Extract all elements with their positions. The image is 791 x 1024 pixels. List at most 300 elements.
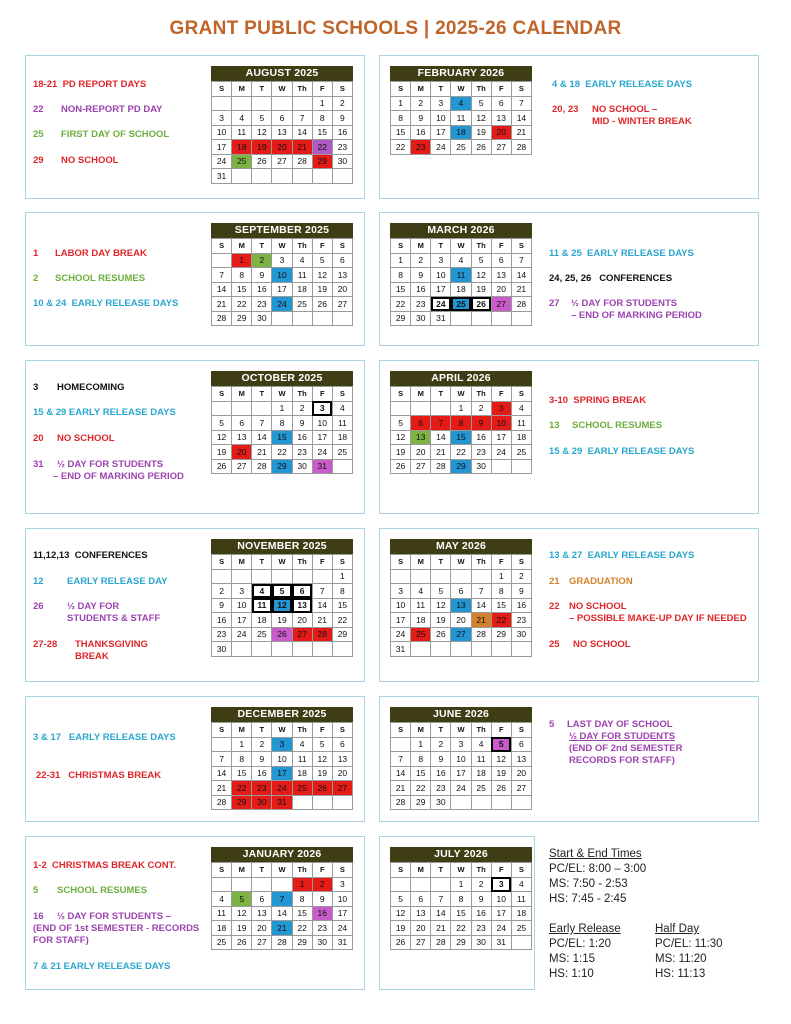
calendar-day: 7 (391, 752, 411, 767)
weekday-header: S (391, 82, 411, 97)
calendar-day: 13 (411, 430, 431, 445)
calendar-day: 1 (232, 737, 252, 752)
calendar-day: 14 (471, 598, 491, 613)
calendar-day: 19 (471, 125, 491, 140)
calendar-day: 12 (312, 752, 332, 767)
calendar-day: 7 (431, 416, 451, 431)
calendar-day: 15 (391, 125, 411, 140)
weekday-header: Th (292, 723, 312, 738)
calendar-day: 13 (491, 111, 511, 126)
event-sep-0: 1 LABOR DAY BREAK (33, 248, 147, 259)
weekday-header: W (451, 239, 471, 254)
calendar-day: 31 (391, 642, 411, 657)
calendar-day: 24 (232, 627, 252, 642)
calendar-day: 22 (292, 921, 312, 936)
calendar-empty-cell (411, 877, 431, 892)
calendar-day: 20 (411, 921, 431, 936)
calendar-day: 4 (511, 401, 531, 416)
calendar-day: 13 (292, 598, 312, 613)
weekday-header: S (391, 239, 411, 254)
calendar-september (211, 223, 353, 326)
calendar-day: 27 (252, 935, 272, 950)
calendar-empty-cell (332, 642, 352, 657)
calendar-day: 30 (471, 935, 491, 950)
calendar-empty-cell (391, 401, 411, 416)
event-mar-0: 11 & 25 EARLY RELEASE DAYS (549, 248, 694, 259)
calendar-empty-cell (312, 169, 332, 184)
calendar-day: 12 (252, 125, 272, 140)
calendar-day: 23 (511, 613, 531, 628)
early-release-times: Early Release PC/EL: 1:20 MS: 1:15 HS: 1:10 (549, 923, 621, 980)
calendar-day: 20 (332, 766, 352, 781)
weekday-header: M (232, 82, 252, 97)
calendar-day: 20 (451, 613, 471, 628)
calendar-month-title: AUGUST 2025 (211, 66, 353, 81)
calendar-day: 11 (471, 752, 491, 767)
weekday-header: S (511, 723, 531, 738)
calendar-empty-cell (332, 311, 352, 326)
weekday-header: S (212, 239, 232, 254)
calendar-empty-cell (411, 642, 431, 657)
calendar-day: 18 (292, 282, 312, 297)
calendar-day: 4 (252, 584, 272, 599)
calendar-empty-cell (511, 935, 531, 950)
weekday-header: W (272, 555, 292, 570)
calendar-day: 17 (332, 906, 352, 921)
calendar-empty-cell (491, 311, 511, 326)
weekday-header: W (272, 863, 292, 878)
calendar-day: 2 (471, 401, 491, 416)
calendar-day: 2 (411, 253, 431, 268)
calendar-month-title: APRIL 2026 (390, 371, 532, 386)
calendar-day: 2 (332, 96, 352, 111)
calendar-day: 7 (312, 584, 332, 599)
calendar-day: 12 (232, 906, 252, 921)
calendar-day: 17 (312, 430, 332, 445)
calendar-day: 30 (511, 627, 531, 642)
calendar-day: 14 (252, 430, 272, 445)
calendar-empty-cell (252, 169, 272, 184)
weekday-header: F (312, 723, 332, 738)
calendar-month-title: NOVEMBER 2025 (211, 539, 353, 554)
calendar-day: 26 (272, 627, 292, 642)
calendar-day: 9 (511, 584, 531, 599)
calendar-empty-cell (292, 311, 312, 326)
calendar-day: 18 (451, 282, 471, 297)
page-title: GRANT PUBLIC SCHOOLS | 2025-26 CALENDAR (169, 18, 622, 39)
calendar-day: 25 (471, 781, 491, 796)
calendar-month-title: MARCH 2026 (390, 223, 532, 238)
calendar-day: 14 (272, 906, 292, 921)
calendar-day: 17 (451, 766, 471, 781)
calendar-day: 28 (292, 154, 312, 169)
calendar-empty-cell (232, 642, 252, 657)
calendar-empty-cell (431, 401, 451, 416)
calendar-day: 29 (411, 795, 431, 810)
calendar-empty-cell (471, 642, 491, 657)
calendar-day: 27 (232, 459, 252, 474)
calendar-day: 5 (312, 737, 332, 752)
calendar-grid (211, 554, 353, 657)
calendar-day: 16 (252, 766, 272, 781)
calendar-july (390, 847, 532, 950)
calendar-empty-cell (332, 795, 352, 810)
calendar-day: 18 (511, 906, 531, 921)
calendar-day: 29 (451, 459, 471, 474)
calendar-day: 14 (212, 282, 232, 297)
calendar-day: 5 (212, 416, 232, 431)
calendar-day: 22 (232, 781, 252, 796)
calendar-day: 10 (332, 892, 352, 907)
calendar-day: 27 (491, 297, 511, 312)
calendar-day: 3 (232, 584, 252, 599)
weekday-header: M (411, 239, 431, 254)
calendar-empty-cell (312, 311, 332, 326)
calendar-december (211, 707, 353, 810)
calendar-month-title: JUNE 2026 (390, 707, 532, 722)
calendar-day: 19 (272, 613, 292, 628)
weekday-header: Th (471, 863, 491, 878)
calendar-day: 14 (431, 906, 451, 921)
calendar-empty-cell (252, 877, 272, 892)
calendar-day: 15 (272, 430, 292, 445)
calendar-empty-cell (431, 569, 451, 584)
calendar-day: 16 (292, 430, 312, 445)
event-apr-1: 13 SCHOOL RESUMES (549, 420, 663, 431)
calendar-day: 21 (511, 282, 531, 297)
calendar-empty-cell (332, 169, 352, 184)
weekday-header: W (451, 387, 471, 402)
weekday-header: F (491, 723, 511, 738)
weekday-header: T (431, 239, 451, 254)
calendar-day: 26 (312, 297, 332, 312)
calendar-empty-cell (391, 877, 411, 892)
calendar-empty-cell (292, 96, 312, 111)
calendar-day: 28 (212, 311, 232, 326)
calendar-empty-cell (511, 795, 531, 810)
calendar-empty-cell (252, 569, 272, 584)
calendar-day: 25 (332, 445, 352, 460)
calendar-day: 16 (252, 282, 272, 297)
weekday-header: F (312, 387, 332, 402)
calendar-day: 1 (411, 737, 431, 752)
calendar-day: 5 (471, 253, 491, 268)
calendar-grid (390, 554, 532, 657)
calendar-day: 11 (252, 598, 272, 613)
calendar-day: 8 (312, 111, 332, 126)
calendar-grid (390, 722, 532, 810)
calendar-empty-cell (491, 642, 511, 657)
calendar-day: 7 (272, 892, 292, 907)
event-nov-0: 11,12,13 CONFERENCES (33, 550, 148, 561)
calendar-day: 25 (511, 445, 531, 460)
weekday-header: S (212, 723, 232, 738)
calendar-grid (211, 238, 353, 326)
calendar-day: 23 (252, 297, 272, 312)
calendar-day: 15 (491, 598, 511, 613)
calendar-day: 22 (391, 140, 411, 155)
calendar-empty-cell (312, 569, 332, 584)
weekday-header: Th (471, 82, 491, 97)
calendar-day: 15 (411, 766, 431, 781)
event-jan-1: 5 SCHOOL RESUMES (33, 885, 148, 896)
weekday-header: F (491, 239, 511, 254)
calendar-october (211, 371, 353, 474)
calendar-empty-cell (232, 169, 252, 184)
calendar-empty-cell (272, 569, 292, 584)
calendar-day: 28 (431, 459, 451, 474)
calendar-empty-cell (471, 311, 491, 326)
calendar-day: 13 (232, 430, 252, 445)
calendar-day: 6 (332, 737, 352, 752)
calendar-day: 31 (212, 169, 232, 184)
calendar-day: 16 (411, 125, 431, 140)
calendar-day: 31 (491, 935, 511, 950)
calendar-empty-cell (272, 642, 292, 657)
weekday-header: Th (292, 82, 312, 97)
calendar-day: 25 (232, 154, 252, 169)
calendar-day: 8 (332, 584, 352, 599)
calendar-day: 23 (431, 781, 451, 796)
calendar-day: 3 (451, 737, 471, 752)
calendar-day: 20 (232, 445, 252, 460)
event-oct-0: 3 HOMECOMING (33, 382, 125, 393)
calendar-day: 27 (272, 154, 292, 169)
calendar-day: 3 (332, 877, 352, 892)
calendar-day: 23 (471, 445, 491, 460)
calendar-day: 12 (391, 430, 411, 445)
calendar-day: 4 (232, 111, 252, 126)
weekday-header: T (431, 82, 451, 97)
calendar-month-title: MAY 2026 (390, 539, 532, 554)
weekday-header: F (312, 239, 332, 254)
calendar-day: 23 (411, 140, 431, 155)
calendar-day: 18 (411, 613, 431, 628)
calendar-month-title: FEBRUARY 2026 (390, 66, 532, 81)
calendar-day: 3 (212, 111, 232, 126)
calendar-day: 22 (451, 921, 471, 936)
calendar-day: 7 (252, 416, 272, 431)
calendar-day: 24 (391, 627, 411, 642)
calendar-day: 10 (312, 416, 332, 431)
weekday-header: S (391, 387, 411, 402)
calendar-empty-cell (312, 642, 332, 657)
weekday-header: W (272, 82, 292, 97)
calendar-day: 19 (312, 282, 332, 297)
calendar-day: 10 (431, 111, 451, 126)
early-release-heading: Early Release (549, 923, 621, 935)
calendar-day: 24 (451, 781, 471, 796)
calendar-day: 21 (431, 921, 451, 936)
calendar-day: 5 (391, 416, 411, 431)
calendar-day: 12 (212, 430, 232, 445)
calendar-day: 30 (252, 311, 272, 326)
event-jan-2: 16 ½ DAY FOR STUDENTS – (END OF 1st SEMESTER - RECORDS FOR STAFF) (33, 911, 200, 946)
calendar-day: 25 (411, 627, 431, 642)
calendar-day: 16 (471, 430, 491, 445)
weekday-header: T (252, 723, 272, 738)
calendar-day: 5 (252, 111, 272, 126)
calendar-day: 9 (332, 111, 352, 126)
event-oct-2: 20 NO SCHOOL (33, 433, 115, 444)
calendar-day: 26 (431, 627, 451, 642)
calendar-empty-cell (212, 877, 232, 892)
weekday-header: S (511, 555, 531, 570)
calendar-day: 27 (411, 459, 431, 474)
weekday-header: S (332, 239, 352, 254)
calendar-day: 18 (451, 125, 471, 140)
event-apr-2: 15 & 29 EARLY RELEASE DAYS (549, 446, 695, 457)
calendar-empty-cell (411, 401, 431, 416)
calendar-day: 16 (411, 282, 431, 297)
weekday-header: F (491, 555, 511, 570)
calendar-day: 12 (431, 598, 451, 613)
calendar-empty-cell (212, 253, 232, 268)
calendar-empty-cell (511, 642, 531, 657)
calendar-day: 20 (252, 921, 272, 936)
calendar-grid (390, 862, 532, 950)
calendar-empty-cell (272, 96, 292, 111)
weekday-header: M (411, 387, 431, 402)
event-dec-0: 3 & 17 EARLY RELEASE DAYS (33, 732, 176, 743)
weekday-header: S (332, 555, 352, 570)
calendar-grid (211, 386, 353, 474)
calendar-day: 20 (511, 766, 531, 781)
calendar-day: 15 (451, 430, 471, 445)
calendar-day: 8 (451, 416, 471, 431)
calendar-day: 8 (232, 268, 252, 283)
calendar-day: 19 (232, 921, 252, 936)
calendar-day: 5 (272, 584, 292, 599)
calendar-day: 4 (471, 737, 491, 752)
calendar-day: 6 (332, 253, 352, 268)
weekday-header: S (332, 387, 352, 402)
calendar-day: 8 (272, 416, 292, 431)
calendar-day: 1 (332, 569, 352, 584)
calendar-day: 17 (491, 906, 511, 921)
weekday-header: T (252, 82, 272, 97)
weekday-header: W (272, 723, 292, 738)
calendar-day: 22 (451, 445, 471, 460)
calendar-day: 2 (252, 737, 272, 752)
calendar-day: 9 (252, 268, 272, 283)
calendar-day: 7 (511, 253, 531, 268)
calendar-day: 18 (511, 430, 531, 445)
calendar-day: 23 (411, 297, 431, 312)
calendar-day: 30 (312, 935, 332, 950)
calendar-day: 21 (272, 921, 292, 936)
calendar-day: 1 (292, 877, 312, 892)
weekday-header: Th (471, 555, 491, 570)
calendar-day: 15 (391, 282, 411, 297)
weekday-header: W (451, 723, 471, 738)
calendar-empty-cell (411, 569, 431, 584)
calendar-day: 31 (312, 459, 332, 474)
calendar-day: 22 (332, 613, 352, 628)
calendar-day: 21 (312, 613, 332, 628)
calendar-day: 7 (292, 111, 312, 126)
calendar-grid (211, 81, 353, 184)
calendar-day: 4 (292, 737, 312, 752)
calendar-day: 10 (272, 752, 292, 767)
calendar-day: 2 (411, 96, 431, 111)
calendar-day: 18 (212, 921, 232, 936)
calendar-empty-cell (212, 737, 232, 752)
calendar-day: 10 (491, 892, 511, 907)
calendar-day: 3 (491, 877, 511, 892)
calendar-empty-cell (511, 311, 531, 326)
calendar-day: 20 (332, 282, 352, 297)
calendar-day: 2 (212, 584, 232, 599)
event-nov-2: 26 ½ DAY FOR STUDENTS & STAFF (33, 601, 161, 624)
calendar-day: 11 (511, 416, 531, 431)
calendar-day: 3 (272, 253, 292, 268)
calendar-day: 15 (451, 906, 471, 921)
calendar-day: 27 (332, 297, 352, 312)
weekday-header: M (411, 82, 431, 97)
calendar-day: 24 (212, 154, 232, 169)
calendar-day: 21 (391, 781, 411, 796)
event-mar-2: 27 ½ DAY FOR STUDENTS – END OF MARKING PERIOD (549, 298, 702, 321)
calendar-day: 11 (451, 268, 471, 283)
calendar-day: 11 (511, 892, 531, 907)
calendar-month-title: DECEMBER 2025 (211, 707, 353, 722)
calendar-grid (211, 862, 353, 950)
calendar-day: 9 (411, 111, 431, 126)
calendar-day: 19 (312, 766, 332, 781)
calendar-grid (390, 81, 532, 155)
calendar-day: 1 (451, 401, 471, 416)
calendar-day: 30 (332, 154, 352, 169)
calendar-day: 5 (312, 253, 332, 268)
calendar-empty-cell (232, 877, 252, 892)
calendar-day: 24 (491, 921, 511, 936)
calendar-grid (390, 238, 532, 326)
calendar-day: 25 (212, 935, 232, 950)
calendar-day: 27 (491, 140, 511, 155)
calendar-august (211, 66, 353, 184)
calendar-day: 13 (491, 268, 511, 283)
calendar-day: 3 (431, 253, 451, 268)
calendar-month-title: JULY 2026 (390, 847, 532, 862)
calendar-day: 28 (471, 627, 491, 642)
calendar-day: 22 (411, 781, 431, 796)
calendar-day: 15 (232, 282, 252, 297)
calendar-day: 17 (431, 282, 451, 297)
calendar-day: 11 (411, 598, 431, 613)
calendar-day: 11 (232, 125, 252, 140)
calendar-empty-cell (292, 169, 312, 184)
calendar-day: 6 (292, 584, 312, 599)
calendar-day: 28 (431, 935, 451, 950)
calendar-day: 5 (471, 96, 491, 111)
calendar-day: 29 (491, 627, 511, 642)
weekday-header: M (411, 555, 431, 570)
weekday-header: Th (292, 387, 312, 402)
weekday-header: S (511, 863, 531, 878)
calendar-day: 28 (252, 459, 272, 474)
calendar-empty-cell (391, 737, 411, 752)
calendar-day: 19 (252, 140, 272, 155)
calendar-day: 14 (391, 766, 411, 781)
calendar-day: 8 (391, 111, 411, 126)
weekday-header: S (511, 387, 531, 402)
calendar-day: 13 (511, 752, 531, 767)
calendar-day: 6 (491, 96, 511, 111)
calendar-day: 25 (252, 627, 272, 642)
calendar-day: 19 (212, 445, 232, 460)
weekday-header: Th (292, 863, 312, 878)
